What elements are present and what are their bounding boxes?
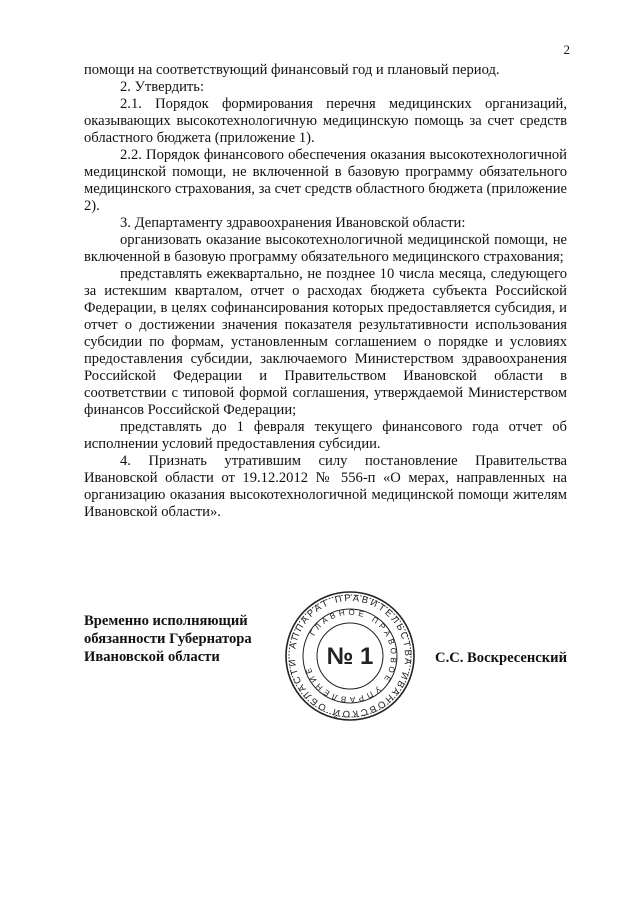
seal-inner-text: ГЛАВНОЕ ПРАВОВОЕ УПРАВЛЕНИЕ <box>303 607 399 705</box>
paragraph: 2.2. Порядок финансового обеспечения оказания высокотехнологичной медицинской помощи, не включенной в базовую программу обязательного медицинского страхования, за счет средств областного бюджета (приложение 2). <box>84 147 567 214</box>
document-body <box>84 62 567 521</box>
paragraph: 3. Департаменту здравоохранения Ивановской области: <box>120 215 466 231</box>
seal-outer-text: АППАРАТ ПРАВИТЕЛЬСТВА ИВАНОВСКОЙ ОБЛАСТИ <box>287 592 414 720</box>
paragraph: 2.1. Порядок формирования перечня медицинских организаций, оказывающих высокотехнологичную медицинскую помощь за счет средств областного бюджета (приложение 1). <box>84 96 567 146</box>
seal-center-text: № 1 <box>326 643 374 670</box>
paragraph: организовать оказание высокотехнологичной медицинской помощи, не включенной в базовую программу обязательного медицинского страхования; <box>84 232 567 265</box>
seal-stamp-icon <box>284 590 416 722</box>
paragraph: представлять до 1 февраля текущего финансового года отчет об исполнении условий предоставления субсидии. <box>84 419 567 452</box>
paragraph: помощи на соответствующий финансовый год и плановый период. <box>84 62 500 78</box>
signature-block <box>84 592 567 720</box>
paragraph: 2. Утвердить: <box>120 79 205 95</box>
paragraph: 4. Признать утратившим силу постановление Правительства Ивановской области от 19.12.2012 № 556-п «О мерах, направленных на организацию оказания высокотехнологичной медицинской помощи жителям Ивановской области». <box>84 453 567 520</box>
paragraph: представлять ежеквартально, не позднее 10 числа месяца, следующего за истекшим кварталом, отчет о расходах бюджета субъекта Российской Федерации, в целях софинансирования которых предоставляется субсидия, и отчет о достижении значения показателя результативности использования субсидии по формам, установленным соглашением о порядке и условиях предоставления субсидии, заключаемого Министерством здравоохранения Российской Федерации и Правительством Ивановской области в соответствии с типовой формой соглашения, утверждаемой Министерством финансов Российской Федерации; <box>84 266 567 418</box>
signatory-title: Временно исполняющий обязанности Губернатора Ивановской области <box>84 613 252 665</box>
official-seal <box>284 590 416 722</box>
page-number: 2 <box>563 42 570 57</box>
signatory-name: С.С. Воскресенский <box>435 650 567 666</box>
